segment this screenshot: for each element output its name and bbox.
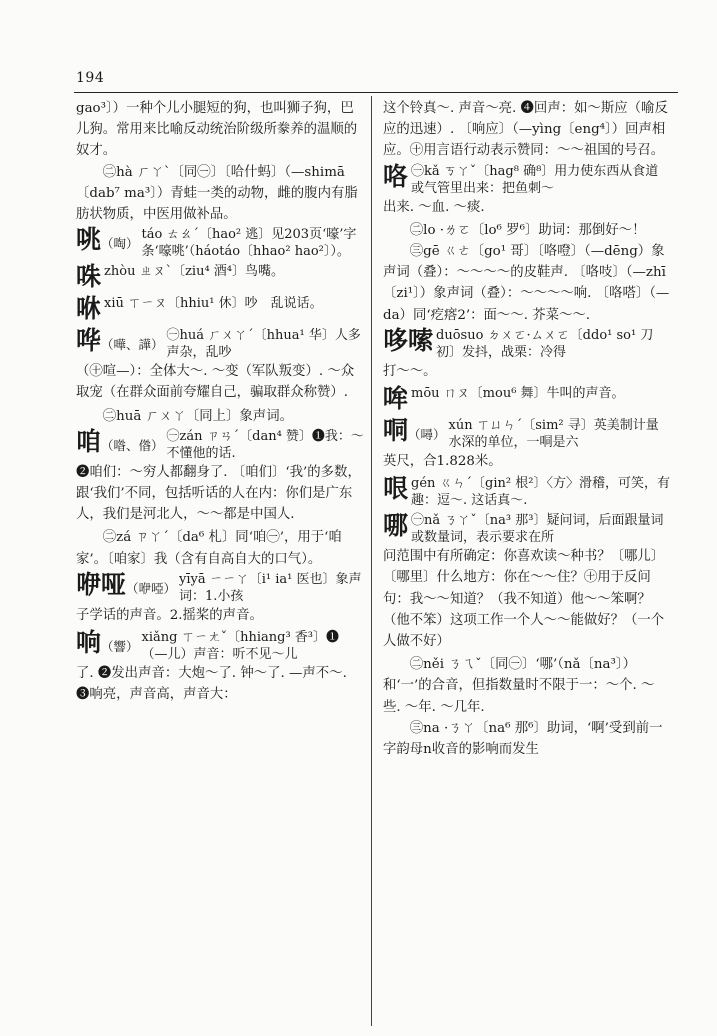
sub-entry: ㊁lo ·ㄌㄛ〔lo⁶ 罗⁶〕助词：那倒好～！ (409, 222, 646, 238)
dictionary-entry (76, 570, 364, 626)
variant-forms: （啕） (101, 236, 139, 252)
entry-head-row (76, 427, 364, 462)
entry-head-row (76, 225, 364, 260)
entry-head-row (383, 384, 671, 414)
dictionary-entry (383, 162, 671, 218)
variant-forms: （噚） (408, 427, 446, 443)
headword: 哪 (383, 511, 409, 541)
entry-definition: 英尺，合1.828米。 (383, 454, 502, 470)
entry-head-row (76, 628, 364, 663)
continued-text: gao³〕）一种个儿小腿短的狗，也叫狮子狗，巴儿狗。常用来比喻反动统治阶级所豢养的温顺的奴才。 (76, 101, 358, 159)
entry-head-row (383, 326, 671, 361)
sub-entry: ㊂gē ㄍㄜ〔go¹ 哥〕〔咯噔〕（—dēng）象声词（叠）：～～～～的皮鞋声. 〔咯吱〕（—zhī〔zi¹〕）象声词（叠）：～～～～响. 〔咯嗒〕（—da）同‘疙瘩2’：面～～. 芥菜～～. (383, 244, 670, 323)
dictionary-entry (383, 474, 671, 509)
dictionary-entry (383, 326, 671, 382)
headword: 哞 (383, 384, 409, 414)
entry-head-row (76, 294, 364, 324)
headword: 哆嗦 (383, 325, 434, 355)
variant-forms: （響） (101, 639, 139, 655)
pronunciation-and-gloss: xiǎng ㄒㄧㄤˇ〔hhiang³ 香³〕❶（—儿）声音：听不见～儿 (141, 630, 340, 663)
pronunciation-and-gloss: gén ㄍㄣˊ〔gin² 根²〕〈方〉滑稽，可笑，有趣：逗～. 这话真～. (411, 476, 670, 509)
left-column (76, 98, 364, 707)
sub-entry: ㊁zá ㄗㄚˊ〔da⁶ 札〕同‘咱㊀’，用于‘咱家’。〔咱家〕我（含有自高自大的口气）。 (76, 530, 342, 567)
headword: 咱（喒、偺） (76, 426, 164, 456)
headword: 咯 (383, 161, 409, 191)
pronunciation-and-gloss: zhòu ㄓㄡˋ〔ziu⁴ 酒⁴〕鸟嘴。 (104, 264, 285, 280)
pronunciation-and-gloss: xiū ㄒㄧㄡ〔hhiu¹ 休〕吵 乱说话。 (104, 296, 323, 312)
entry-head-row (383, 474, 671, 509)
headword: 咻 (76, 294, 102, 324)
entry-head-row (383, 416, 671, 451)
sub-entry: ㊁hà ㄏㄚˋ〔同㊀〕〔哈什蚂〕（—shimā〔dab⁷ ma³〕）青蛙一类的动物，雌的腹内有脂肪状物质，中医用做补品。 (76, 164, 358, 223)
entry-head-row (76, 326, 364, 361)
pronunciation-and-gloss: táo ㄊㄠˊ〔hao² 逃〕见203页‘嚎’字条‘嚎咷’（háotáo〔hhao² hao²〕）。 (141, 227, 357, 260)
pronunciation-and-gloss: yīyā ㄧㄧㄚ〔i¹ ia¹ 医也〕象声词：1.小孩 (179, 571, 362, 604)
pronunciation-and-gloss: ㊀nǎ ㄋㄚˇ〔na³ 那³〕疑问词，后面跟量词或数量词，表示要求在所 (411, 513, 664, 546)
entry-head-row (383, 511, 671, 546)
entry-definition: 子学话的声音。2.摇桨的声音。 (76, 607, 263, 623)
pronunciation-and-gloss: ㊀huá ㄏㄨㄚˊ〔hhua¹ 华〕人多声杂，乱吵 (166, 328, 361, 361)
dictionary-entry (76, 294, 364, 324)
dictionary-entry (383, 511, 671, 652)
headword: 咷（啕） (76, 225, 139, 255)
entry-head-row (383, 162, 671, 197)
variant-forms: （咿啞） (126, 580, 177, 596)
sub-entry: ㊁něi ㄋㄟˇ〔同㊀〕‘哪’（nǎ〔na³〕）和‘一’的合音，但指数量时不限于一：～个. ～些. ～年. ～几年. (383, 657, 655, 715)
variant-forms: （喒、偺） (101, 437, 164, 453)
pronunciation-and-gloss: ㊀zán ㄗㄢˊ〔dan⁴ 赞〕❶我：～不懂他的话. (166, 428, 364, 461)
headword: 咮 (76, 262, 102, 292)
entry-definition: （㊉喧—）：全体大～. ～变（军队叛变）. ～众取宠（在群众面前夸耀自己，骗取群众称赞）. (76, 364, 355, 401)
headword: 哏 (383, 474, 409, 504)
column-divider (371, 96, 372, 1026)
entry-head-row (76, 570, 364, 605)
headword: 响（響） (76, 628, 139, 658)
dictionary-entry (76, 427, 364, 526)
dictionary-entry (76, 326, 364, 403)
entry-definition: 打～～。 (383, 363, 437, 379)
pronunciation-and-gloss: duōsuo ㄉㄨㄛ·ㄙㄨㄛ〔ddo¹ so¹ 刀初〕发抖，战栗：冷得 (436, 327, 654, 360)
headword: 咿哑（咿啞） (76, 569, 177, 599)
right-column (383, 98, 671, 760)
entry-definition: 问范围中有所确定：你喜欢读～种书？〔哪儿〕〔哪里〕什么地方：你在～～住？㊉用于反问句：我～～知道？（我不知道）他～～笨啊？（他不笨）这项工作一个人～～能做好？（一个人做不好） (383, 549, 665, 650)
dictionary-entry (383, 416, 671, 472)
sub-entry: ㊁huā ㄏㄨㄚ〔同上〕象声词。 (102, 408, 293, 424)
entry-definition: 了. ❷发出声音：大炮～了. 钟～了. —声不～. ❸响亮，声音高，声音大： (76, 666, 352, 703)
dictionary-entry (76, 262, 364, 292)
page-number: 194 (76, 70, 105, 86)
entry-head-row (76, 262, 364, 292)
pronunciation-and-gloss: xún ㄒㄩㄣˊ〔sim² 寻〕英美制计量水深的单位，一哃是六 (448, 418, 659, 451)
entry-definition: 出来. ～血. ～痰. (383, 199, 485, 215)
entry-definition: ❷咱们：～穷人都翻身了. 〔咱们〕‘我’的多数，跟‘我们’不同，包括听话的人在内：你们是广东人，我们是河北人，～～都是中国人. (76, 464, 361, 523)
continued-text: 这个铃真～. 声音～亮. ❹回声：如～斯应（喻反应的迅速）. 〔响应〕（—yìng〔eng⁴〕）回声相应。㊉用言语行动表示赞同：～～祖国的号召。 (383, 101, 668, 159)
dictionary-entry (76, 225, 364, 260)
dictionary-entry (383, 384, 671, 414)
sub-entry: ㊂na ·ㄋㄚ〔na⁶ 那⁶〕助词，‘啊’受到前一字韵母n收音的影响而发生 (383, 720, 663, 758)
headword: 哃（噚） (383, 416, 446, 446)
dictionary-entry (76, 628, 364, 705)
pronunciation-and-gloss: ㊀kǎ ㄎㄚˇ〔hag⁸ 确⁸〕用力使东西从食道或气管里出来：把鱼刺～ (411, 163, 659, 196)
top-rule (74, 92, 678, 93)
variant-forms: （嘩、譁） (101, 337, 164, 353)
headword: 哗（嘩、譁） (76, 326, 164, 356)
pronunciation-and-gloss: mōu ㄇㄡ〔mou⁶ 舞〕牛叫的声音。 (411, 386, 625, 402)
